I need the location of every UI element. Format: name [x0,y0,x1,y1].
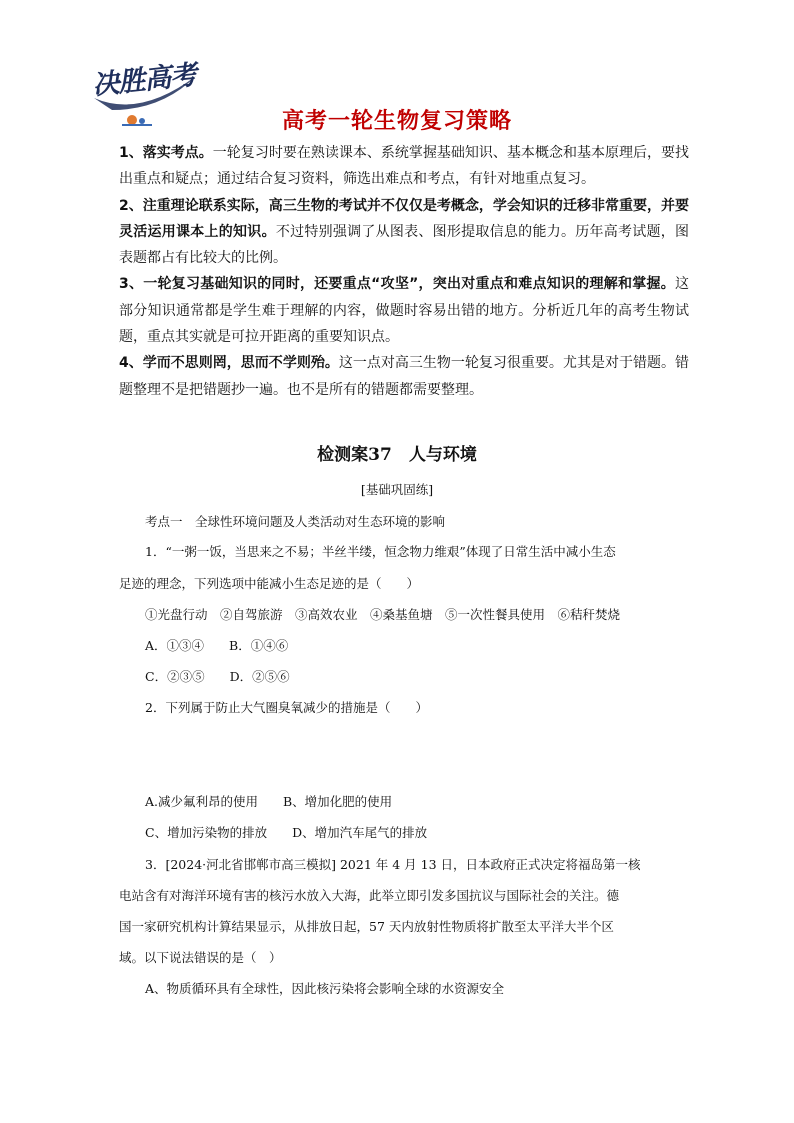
strategy-item: 2、注重理论联系实际，高三生物的考试并不仅仅是考概念，学会知识的迁移非常重要，并要灵活运用课本上的知识。不过特别强调了从图表、图形提取信息的能力。历年高考试题，图表题都占有比较大的比例。 [119,197,690,267]
topic-heading: 考点一 全球性环境问题及人类活动对生态环境的影响 [145,514,446,529]
question-2-options: C、增加污染物的排放 D、增加汽车尾气的排放 [145,825,428,840]
strategy-item: 4、学而不思则罔，思而不学则殆。这一点对高三生物一轮复习很重要。尤其是对于错题。错题整理不是把错题抄一遍。也不是所有的错题都需要整理。 [119,355,689,398]
exam-subtitle: [基础巩固练] [360,482,434,497]
question-1-options: C．②③⑤ D．②⑤⑥ [145,669,290,684]
question-3-option: A、物质循环具有全球性，因此核污染将会影响全球的水资源安全 [145,981,505,996]
strategy-item: 1、落实考点。一轮复习时要在熟读课本、系统掌握基础知识、基本概念和基本原理后，要找出重点和疑点；通过结合复习资料，筛选出难点和考点，有针对地重点复习。 [119,145,690,188]
question-3-text: 3．[2024·河北省邯郸市高三模拟] 2021 年 4 月 13 日，日本政府正式决定将福岛第一核 [145,857,641,872]
question-2-options: A.减少氟利昂的使用 B、增加化肥的使用 [145,794,393,809]
question-3-text: 域。以下说法错误的是（ ） [119,950,282,965]
question-3-text: 电站含有对海洋环境有害的核污水放入大海，此举立即引发多国抗议与国际社会的关注。德 [119,888,620,903]
question-1-text: 1．“一粥一饭，当思来之不易；半丝半缕，恒念物力维艰”体现了日常生活中减小生态 [145,544,616,559]
strategy-item: 3、一轮复习基础知识的同时，还要重点“攻坚”，突出对重点和难点知识的理解和掌握。这部分知识通常都是学生难于理解的内容，做题时容易出错的地方。分析近几年的高考生物试题，重点其实就是可拉开距离的重要知识点。 [119,276,689,346]
page-title: 高考一轮生物复习策略 [281,109,512,134]
logo-text: 决胜高考 [90,59,198,102]
question-1-options: A．①③④ B．①④⑥ [145,638,289,653]
question-2-text: 2．下列属于防止大气圈臭氧减少的措施是（ ） [145,700,428,715]
question-3-text: 国一家研究机构计算结果显示，从排放日起，57 天内放射性物质将扩散至太平洋大半个区 [119,919,614,934]
question-1-text: 足迹的理念，下列选项中能减小生态足迹的是（ ） [119,576,420,591]
strategy-section [119,140,689,403]
question-1-items: ①光盘行动 ②自驾旅游 ③高效农业 ④桑基鱼塘 ⑤一次性餐具使用 ⑥秸秆焚烧 [145,607,621,622]
exam-title: 检测案37 人与环境 [317,445,477,465]
